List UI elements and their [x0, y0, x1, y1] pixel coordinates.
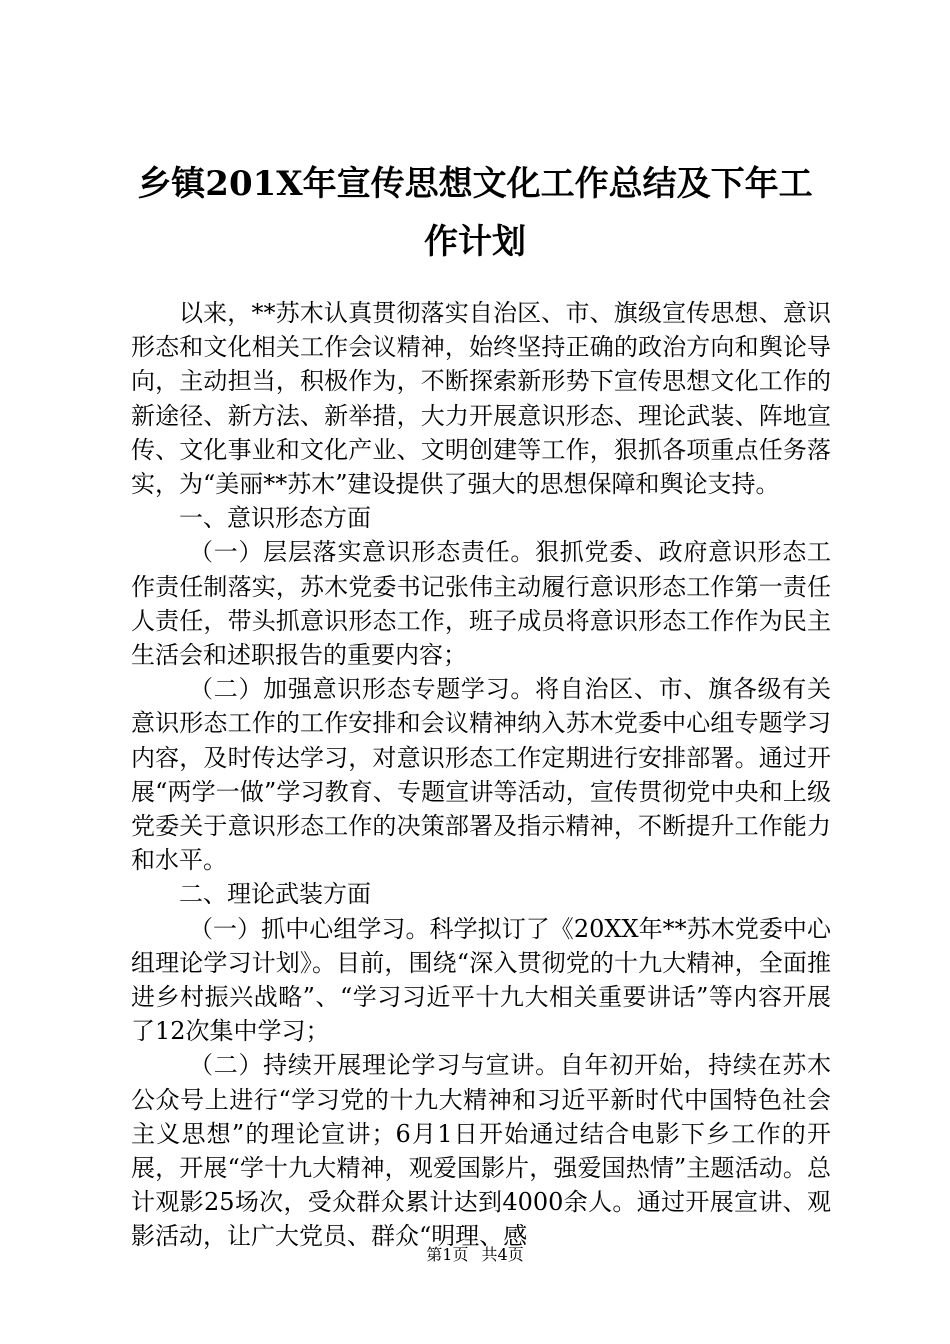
section-heading-theory: 二、理论武装方面 — [179, 880, 371, 909]
page-number: 第1页 — [426, 1245, 469, 1264]
paragraph-theory-2: （二）持续开展理论学习与宣讲。自年初开始，持续在苏木公众号上进行“学习党的十九大精神和习近平新时代中国特色社会主义思想”的理论宣讲；6月1日开始通过结合电影下乡工作的开展，开展“学十九大精神，观爱国影片，强爱国热情”主题活动。总计观影25场次，受众群众累计达到4000余人。通过开展宣讲、观影活动，让广大党员、群众“明理、感 — [131, 1051, 831, 1251]
paragraph-ideology-2: （二）加强意识形态专题学习。将自治区、市、旗各级有关意识形态工作的工作安排和会议精神纳入苏木党委中心组专题学习内容，及时传达学习，对意识形态工作定期进行安排部署。通过开展“两学一做”学习教育、专题宣讲等活动，宣传贯彻党中央和上级党委关于意识形态工作的决策部署及指示精神，不断提升工作能力和水平。 — [131, 675, 831, 875]
intro-paragraph: 以来，**苏木认真贯彻落实自治区、市、旗级宣传思想、意识形态和文化相关工作会议精神，始终坚持正确的政治方向和舆论导向，主动担当，积极作为，不断探索新形势下宣传思想文化工作的新途径、新方法、新举措，大力开展意识形态、理论武装、阵地宣传、文化事业和文化产业、文明创建等工作，狠抓各项重点任务落实，为“美丽**苏木”建设提供了强大的思想保障和舆论支持。 — [131, 299, 831, 499]
page-footer — [0, 1244, 950, 1266]
document-body — [131, 296, 831, 1254]
page-total: 共4页 — [481, 1245, 524, 1264]
paragraph-theory-1: （一）抓中心组学习。科学拟订了《20XX年**苏木党委中心组理论学习计划》。目前，围绕“深入贯彻党的十九大精神，全面推进乡村振兴战略”、“学习习近平十九大相关重要讲话”等内容开展了12次集中学习； — [131, 914, 831, 1046]
document-title-line-1: 乡镇201X年宣传思想文化工作总结及下年工 — [137, 164, 813, 204]
paragraph-ideology-1: （一）层层落实意识形态责任。狠抓党委、政府意识形态工作责任制落实，苏木党委书记张伟主动履行意识形态工作第一责任人责任，带头抓意识形态工作，班子成员将意识形态工作作为民主生活会和述职报告的重要内容； — [131, 538, 831, 670]
document-title-line-2: 作计划 — [424, 222, 526, 262]
section-heading-ideology: 一、意识形态方面 — [179, 504, 371, 533]
